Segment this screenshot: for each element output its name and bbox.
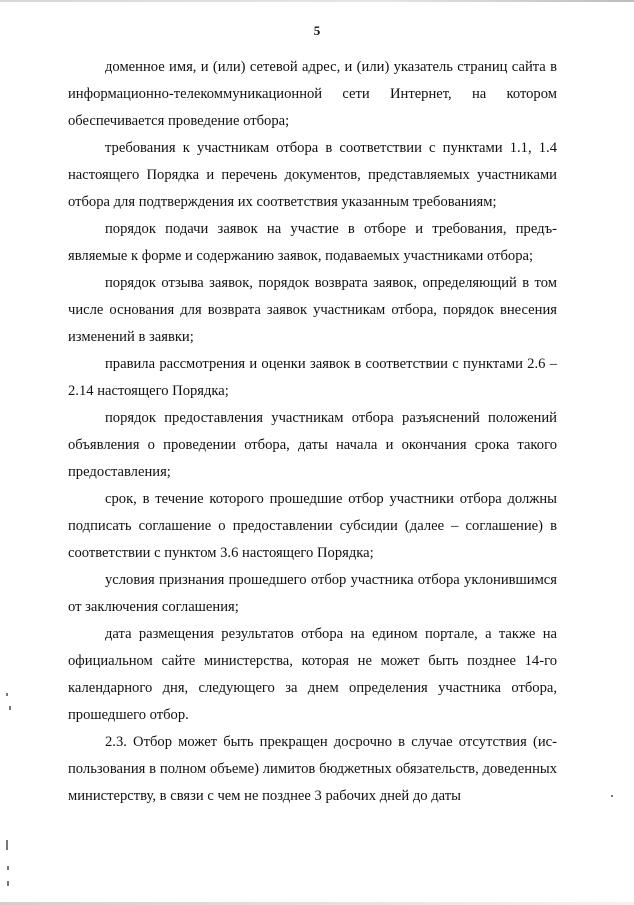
scan-margin-mark [9,706,11,710]
scan-margin-mark [7,881,9,886]
paragraph-early-termination: 2.3. Отбор может быть прекращен досрочно в случае отсутствия (использования в полном объеме) лимитов бюджетных обязательств, доведенных министерству, в связи с чем не позднее 3 рабочих дней до даты [68,734,557,804]
document-body [68,54,557,810]
paragraph-agreement-deadline: срок, в течение которого прошедшие отбор участники отбора должны подписать соглашение о предоставлении субсидии (далее – соглашение) в соответствии с пунктом 3.6 настоящего Порядка; [68,491,557,561]
scan-margin-mark [611,795,613,797]
paragraph-participant-requirements: требования к участникам отбора в соответствии с пунктами 1.1, 1.4 настоящего Порядка и перечень документов, представляемых участниками отбора для подтверждения их соответствия указанным требованиям; [68,140,557,210]
paragraph-domain-name: доменное имя, и (или) сетевой адрес, и (или) указатель страниц сайта в информационно-телекоммуникационной сети Интернет, на котором обеспечивается проведение отбора; [68,59,557,129]
paragraph-clarifications: порядок предоставления участникам отбора разъяснений положений объявления о проведении отбора, даты начала и окончания срока такого предоставления; [68,410,557,480]
scan-margin-mark [6,693,8,696]
scan-margin-mark [6,840,8,850]
page-number: 5 [313,23,321,38]
scan-top-edge [0,0,634,2]
paragraph-application-withdrawal: порядок отзыва заявок, порядок возврата заявок, определяющий в том числе основания для возврата заявок участникам отбора, порядок внесения изменений в заявки; [68,275,557,345]
paragraph-evasion-conditions: условия признания прошедшего отбор участника отбора уклонившимся от заключения соглашения; [68,572,557,615]
scan-margin-mark [7,866,9,870]
paragraph-application-submission: порядок подачи заявок на участие в отборе и требования, предъявляемые к форме и содержанию заявок, подаваемых участниками отбора; [68,221,557,264]
paragraph-evaluation-rules: правила рассмотрения и оценки заявок в соответствии с пунктами 2.6 – 2.14 настоящего Порядка; [68,356,557,399]
paragraph-results-publication: дата размещения результатов отбора на едином портале, а также на официальном сайте министерства, которая не может быть позднее 14-го календарного дня, следующего за днем определения участника отбора, прошедшего отбор. [68,626,557,723]
